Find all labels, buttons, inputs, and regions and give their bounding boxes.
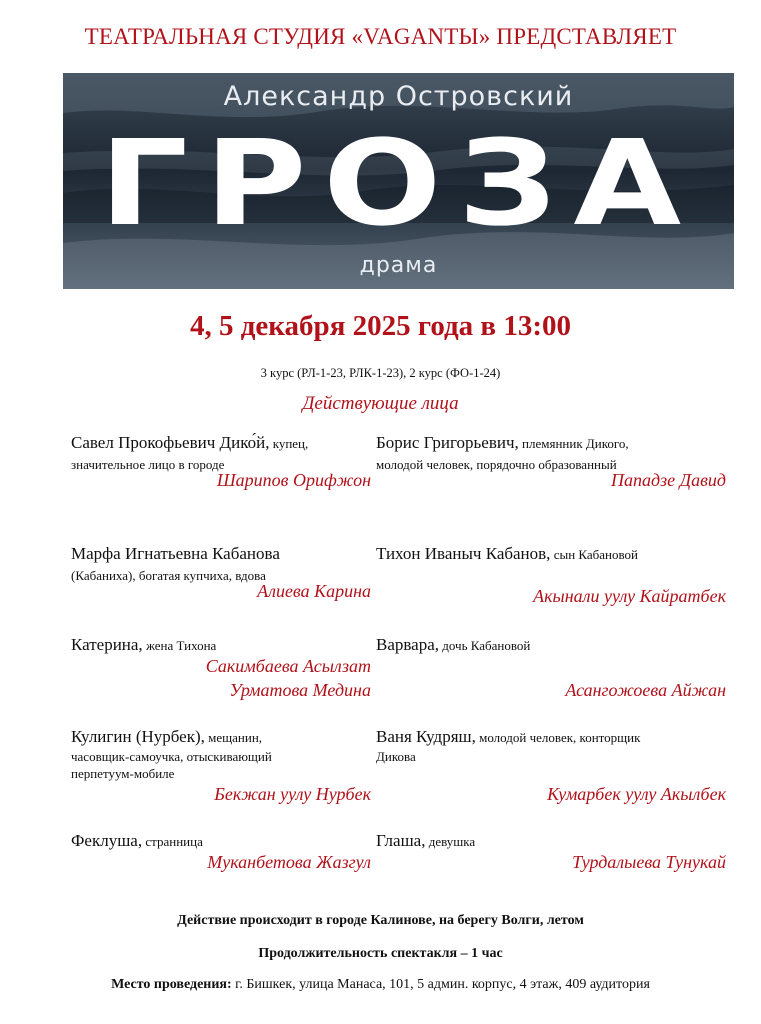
presenter-header: ТЕАТРАЛЬНАЯ СТУДИЯ «VAGANTЫ» ПРЕДСТАВЛЯЕТ xyxy=(84,24,677,49)
actor-name: Акынали уулу Кайратбек xyxy=(533,586,726,606)
actor-name: Асангожоева Айжан xyxy=(565,680,726,700)
role-description: часовщик-самоучка, отыскивающий xyxy=(71,749,272,764)
play-title: ГРОЗА xyxy=(99,114,698,252)
role-description: Дикова xyxy=(376,749,416,764)
actor-name: Муканбетова Жазгул xyxy=(207,852,371,872)
setting-note: Действие происходит в городе Калинове, на берегу Волги, летом xyxy=(177,913,584,928)
role-name: Кулигин (Нурбек), xyxy=(71,727,205,746)
venue-line xyxy=(0,977,761,993)
role-description: молодой человек, конторщик xyxy=(475,730,641,745)
role-name: Глаша, xyxy=(376,831,426,850)
role-dikoy xyxy=(71,432,371,490)
venue-label: Место проведения: xyxy=(111,977,232,992)
role-name: Марфа Игнатьевна Кабанова xyxy=(71,544,280,563)
author-name: Александр Островский xyxy=(223,81,574,112)
role-feklusha xyxy=(71,830,371,872)
duration-note: Продолжительность спектакля – 1 час xyxy=(258,946,503,961)
role-description: значительное лицо в городе xyxy=(71,457,225,472)
role-description: дочь Кабановой xyxy=(439,638,531,653)
course-groups: 3 курс (РЛ-1-23, РЛК-1-23), 2 курс (ФО-1-24) xyxy=(260,366,501,380)
venue-address: г. Бишкек, улица Манаса, 101, 5 админ. корпус, 4 этаж, 409 аудитория xyxy=(231,977,650,992)
actor-name: Шарипов Орифжон xyxy=(216,470,371,490)
role-description: (Кабаниха), богатая купчиха, вдова xyxy=(71,568,266,583)
role-description: странница xyxy=(142,834,203,849)
role-description: племянник Дикого, xyxy=(518,436,629,451)
role-name: Катерина, xyxy=(71,635,143,654)
title-banner xyxy=(63,73,734,289)
role-kabanikha xyxy=(71,543,371,601)
actor-name: Пападзе Давид xyxy=(611,470,726,490)
performance-date: 4, 5 декабря 2025 года в 13:00 xyxy=(190,310,571,342)
role-glasha xyxy=(376,830,726,872)
role-description: сын Кабановой xyxy=(550,547,639,562)
role-description: молодой человек, порядочно образованный xyxy=(376,457,617,472)
actor-name: Урматова Медина xyxy=(229,680,371,700)
role-kudryash xyxy=(376,726,726,804)
role-name: Савел Прокофьевич Дико́й, xyxy=(71,433,270,452)
role-description: девушка xyxy=(425,834,476,849)
role-kuligin xyxy=(71,726,371,804)
role-katerina xyxy=(71,634,371,700)
role-name: Тихон Иваныч Кабанов, xyxy=(376,544,551,563)
role-description: купец, xyxy=(269,436,309,451)
role-description: перпетуум-мобиле xyxy=(71,766,175,781)
cast-heading: Действующие лица xyxy=(302,393,459,414)
actor-name: Бекжан уулу Нурбек xyxy=(214,784,371,804)
role-description: жена Тихона xyxy=(142,638,217,653)
role-tikhon xyxy=(376,543,726,606)
role-description: мещанин, xyxy=(204,730,263,745)
actor-name: Алиева Карина xyxy=(257,581,371,601)
role-name: Феклуша, xyxy=(71,831,143,850)
actor-name: Турдалыева Тунукай xyxy=(572,852,726,872)
play-genre: драма xyxy=(359,253,438,278)
actor-name: Кумарбек уулу Акылбек xyxy=(547,784,726,804)
role-boris xyxy=(376,432,726,490)
actor-name: Сакимбаева Асылзат xyxy=(205,656,371,676)
role-name: Варвара, xyxy=(376,635,440,654)
role-varvara xyxy=(376,634,726,700)
role-name: Борис Григорьевич, xyxy=(376,433,519,452)
role-name: Ваня Кудряш, xyxy=(376,727,476,746)
